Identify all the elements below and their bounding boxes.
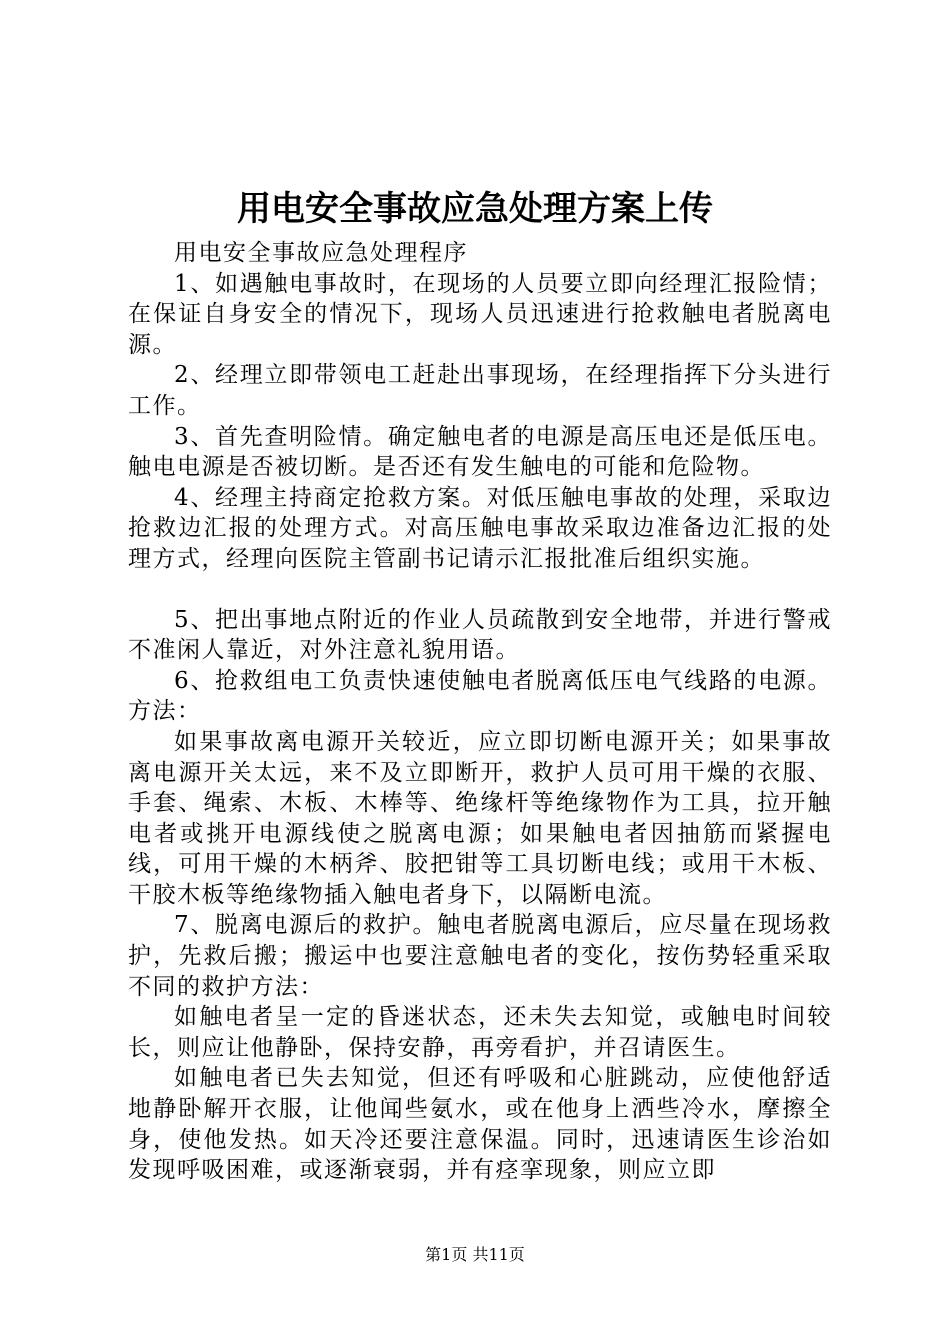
paragraph-step-4: 4、经理主持商定抢救方案。对低压触电事故的处理，采取边抢救边汇报的处理方式。对高压触电事故采取边准备边汇报的处理方式，经理向医院主管副书记请示汇报批准后组织实施。 (128, 484, 832, 572)
paragraph-step-3: 3、首先查明险情。确定触电者的电源是高压电还是低压电。触电电源是否被切断。是否还有发生触电的可能和危险物。 (128, 423, 832, 481)
paragraph-subtitle: 用电安全事故应急处理程序 (174, 240, 468, 266)
paragraph-step-1: 1、如遇触电事故时，在现场的人员要立即向经理汇报险情；在保证自身安全的情况下，现场人员迅速进行抢救触电者脱离电源。 (128, 270, 832, 358)
paragraph-step-6: 6、抢救组电工负责快速使触电者脱离低压电气线路的电源。方法： (128, 667, 832, 725)
paragraph-step-5: 5、把出事地点附近的作业人员疏散到安全地带，并进行警戒不准闲人靠近，对外注意礼貌用语。 (128, 606, 832, 664)
paragraph-method: 如果事故离电源开关较近，应立即切断电源开关；如果事故离电源开关太远，来不及立即断开，救护人员可用干燥的衣服、手套、绳索、木板、木棒等、绝缘杆等绝缘物作为工具，拉开触电者或挑开电源线使之脱离电源；如果触电者因抽筋而紧握电线，可用干燥的木柄斧、胶把钳等工具切断电线；或用干木板、干胶木板等绝缘物插入触电者身下，以隔断电流。 (128, 728, 832, 908)
paragraph-step-7: 7、脱离电源后的救护。触电者脱离电源后，应尽量在现场救护，先救后搬；搬运中也要注意触电者的变化，按伤势轻重采取不同的救护方法： (128, 912, 832, 1000)
document-title: 用电安全事故应急处理方案上传 (237, 189, 713, 229)
document-body (128, 238, 832, 1186)
paragraph-unconscious: 如触电者已失去知觉，但还有呼吸和心脏跳动，应使他舒适地静卧解开衣服，让他闻些氨水，或在他身上洒些冷水，摩擦全身，使他发热。如天冷还要注意保温。同时，迅速请医生诊治如发现呼吸困难，或逐渐衰弱，并有痉挛现象，则应立即 (128, 1065, 832, 1184)
paragraph-step-2: 2、经理立即带领电工赶赴出事现场，在经理指挥下分头进行工作。 (128, 362, 832, 419)
page-number: 第1页 共11页 (425, 1245, 525, 1264)
paragraph-conscious: 如触电者呈一定的昏迷状态，还未失去知觉，或触电时间较长，则应让他静卧，保持安静，再旁看护，并召请医生。 (128, 1004, 832, 1061)
